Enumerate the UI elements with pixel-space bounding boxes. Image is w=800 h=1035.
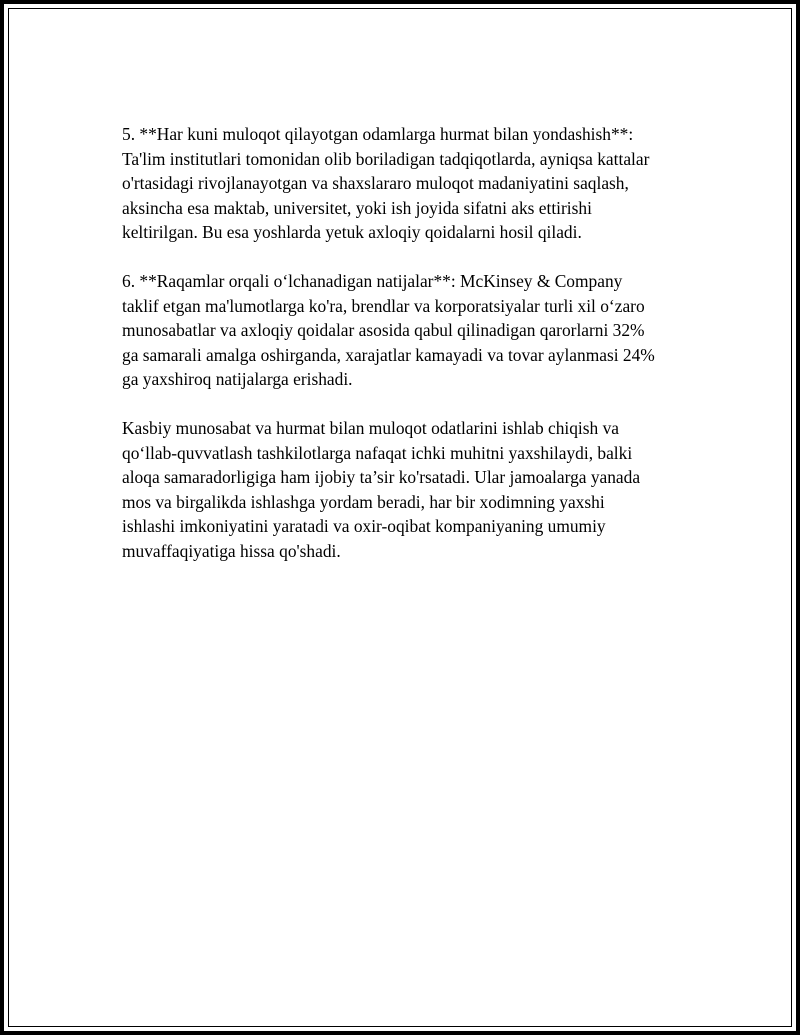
paragraph-item-5: 5. **Har kuni muloqot qilayotgan odamlarga hurmat bilan yondashish**: Ta'lim institutlari tomonidan olib boriladigan tadqiqotlarda, ayniqsa kattalar o'rtasidagi rivojlanayotgan va shaxslararo muloqot madaniyatini saqlash, aksincha esa maktab, universitet, yoki ish joyida sifatni aks ettirishi keltirilgan. Bu esa yoshlarda yetuk axloqiy qoidalarni hosil qiladi. [122, 124, 650, 242]
paragraph-conclusion: Kasbiy munosabat va hurmat bilan muloqot odatlarini ishlab chiqish va qo‘llab-quvvatlash tashkilotlarga nafaqat ichki muhitni yaxshilaydi, balki aloqa samaradorligiga ham ijobiy ta’sir ko'rsatadi. Ular jamoalarga yanada mos va birgalikda ishlashga yordam beradi, har bir xodimning yaxshi ishlashi imkoniyatini yaratadi va oxir-oqibat kompaniyaning umumiy muvaffaqiyatiga hissa qo'shadi. [122, 418, 641, 561]
document-body [122, 122, 702, 588]
paragraph-item-6: 6. **Raqamlar orqali o‘lchanadigan natijalar**: McKinsey & Company taklif etgan ma'lumotlarga ko'ra, brendlar va korporatsiyalar turli xil o‘zaro munosabatlar va axloqiy qoidalar asosida qabul qilinadigan qarorlarni 32% ga samarali amalga oshirganda, xarajatlar kamayadi va tovar aylanmasi 24% ga yaxshiroq natijalarga erishadi. [122, 271, 655, 389]
